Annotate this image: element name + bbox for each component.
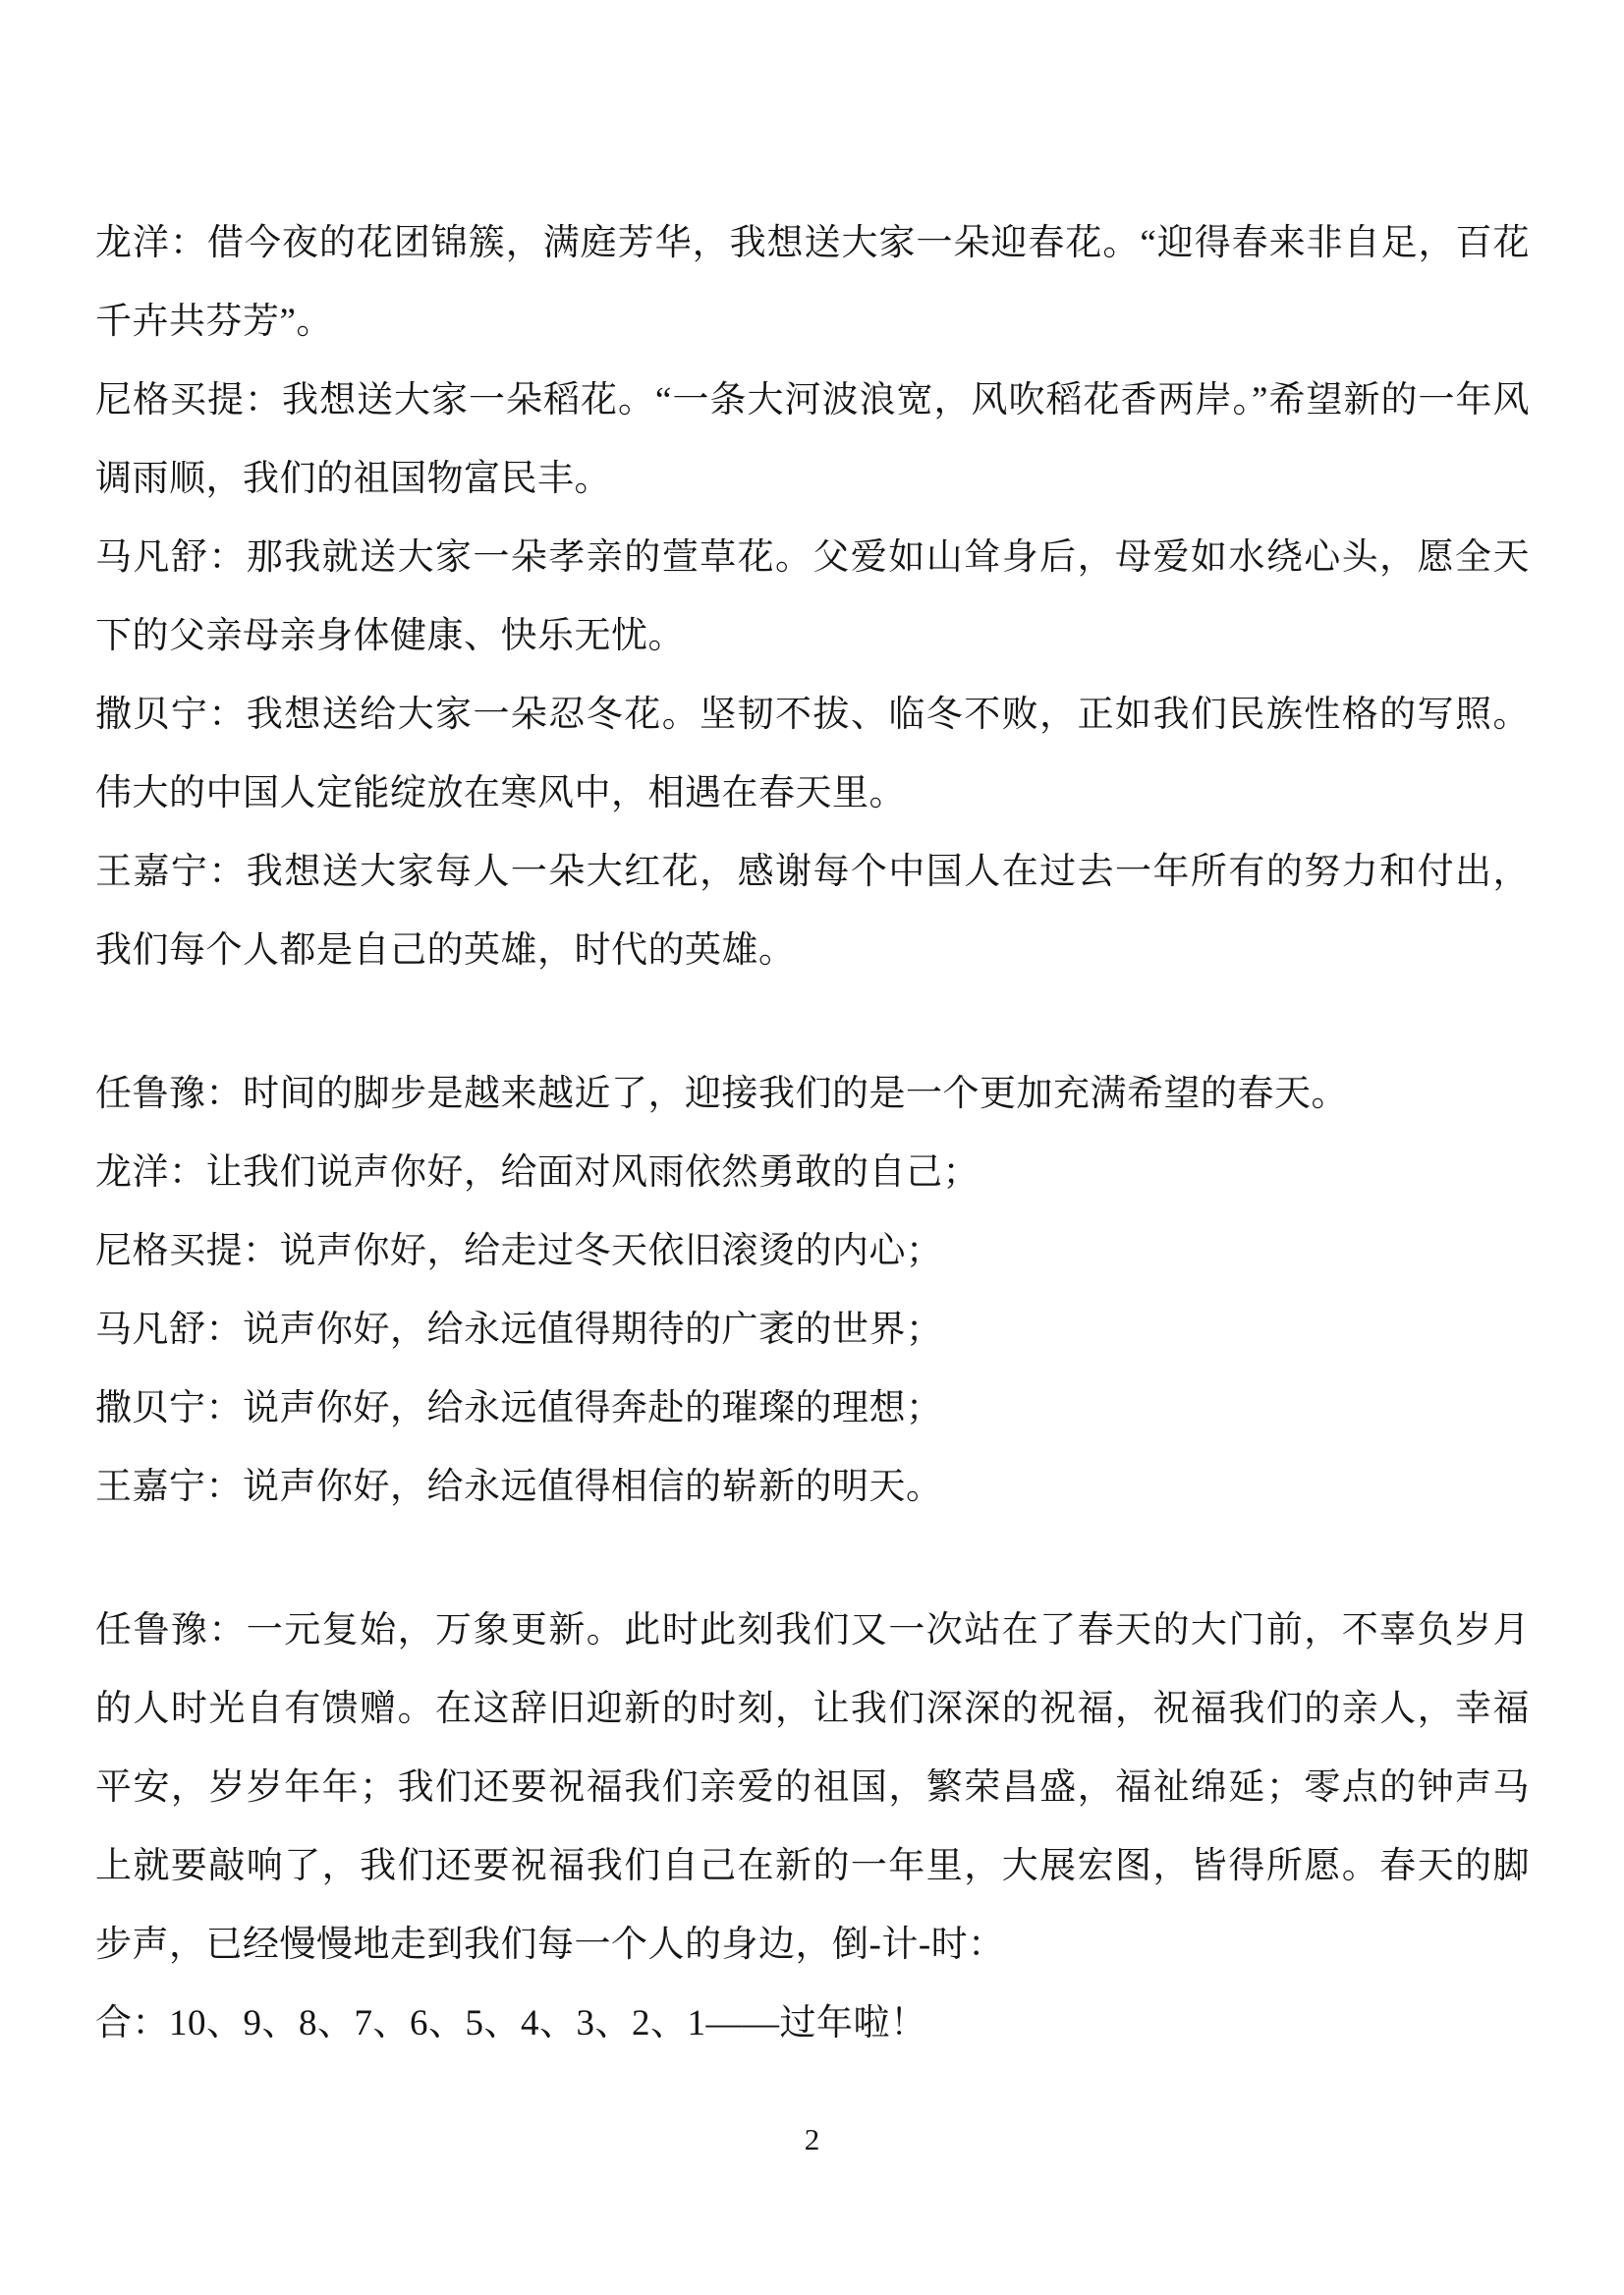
script-section-flowers (95, 204, 1530, 990)
script-line: 撒贝宁：我想送给大家一朵忍冬花。坚韧不拔、临冬不败，正如我们民族性格的写照。伟大的中国人定能绽放在寒风中，相遇在春天里。 (95, 695, 1530, 813)
script-line: 龙洋：借今夜的花团锦簇，满庭芳华，我想送大家一朵迎春花。“迎得春来非自足，百花千卉共芬芳”。 (95, 223, 1530, 342)
script-line: 合：10、9、8、7、6、5、4、3、2、1——过年啦！ (95, 2003, 927, 2043)
script-line: 王嘉宁：我想送大家每人一朵大红花，感谢每个中国人在过去一年所有的努力和付出，我们每个人都是自己的英雄，时代的英雄。 (95, 852, 1530, 971)
page-number: 2 (804, 2122, 820, 2156)
script-section-greetings (95, 1055, 1530, 1527)
script-line: 任鲁豫：时间的脚步是越来越近了，迎接我们的是一个更加充满希望的春天。 (95, 1074, 1348, 1114)
script-body (95, 204, 1530, 2063)
script-line: 马凡舒：那我就送大家一朵孝亲的萱草花。父爱如山耸身后，母爱如水绕心头，愿全天下的父亲母亲身体健康、快乐无忧。 (95, 537, 1530, 656)
script-line: 马凡舒：说声你好，给永远值得期待的广袤的世界； (95, 1310, 943, 1350)
script-line: 王嘉宁：说声你好，给永远值得相信的崭新的明天。 (95, 1467, 943, 1507)
script-line: 任鲁豫：一元复始，万象更新。此时此刻我们又一次站在了春天的大门前，不辜负岁月的人时光自有馈赠。在这辞旧迎新的时刻，让我们深深的祝福，祝福我们的亲人，幸福平安，岁岁年年；我们还要祝福我们亲爱的祖国，繁荣昌盛，福祉绵延；零点的钟声马上就要敲响了，我们还要祝福我们自己在新的一年里，大展宏图，皆得所愿。春天的脚步声，已经慢慢地走到我们每一个人的身边，倒-计-时： (95, 1610, 1530, 1965)
script-section-countdown (95, 1592, 1530, 2063)
script-line: 尼格买提：我想送大家一朵稻花。“一条大河波浪宽，风吹稻花香两岸。”希望新的一年风调雨顺，我们的祖国物富民丰。 (95, 380, 1530, 499)
script-line: 龙洋：让我们说声你好，给面对风雨依然勇敢的自己； (95, 1152, 980, 1193)
script-line: 撒贝宁：说声你好，给永远值得奔赴的璀璨的理想； (95, 1388, 943, 1428)
script-line: 尼格买提：说声你好，给走过冬天依旧滚烫的内心； (95, 1231, 943, 1271)
